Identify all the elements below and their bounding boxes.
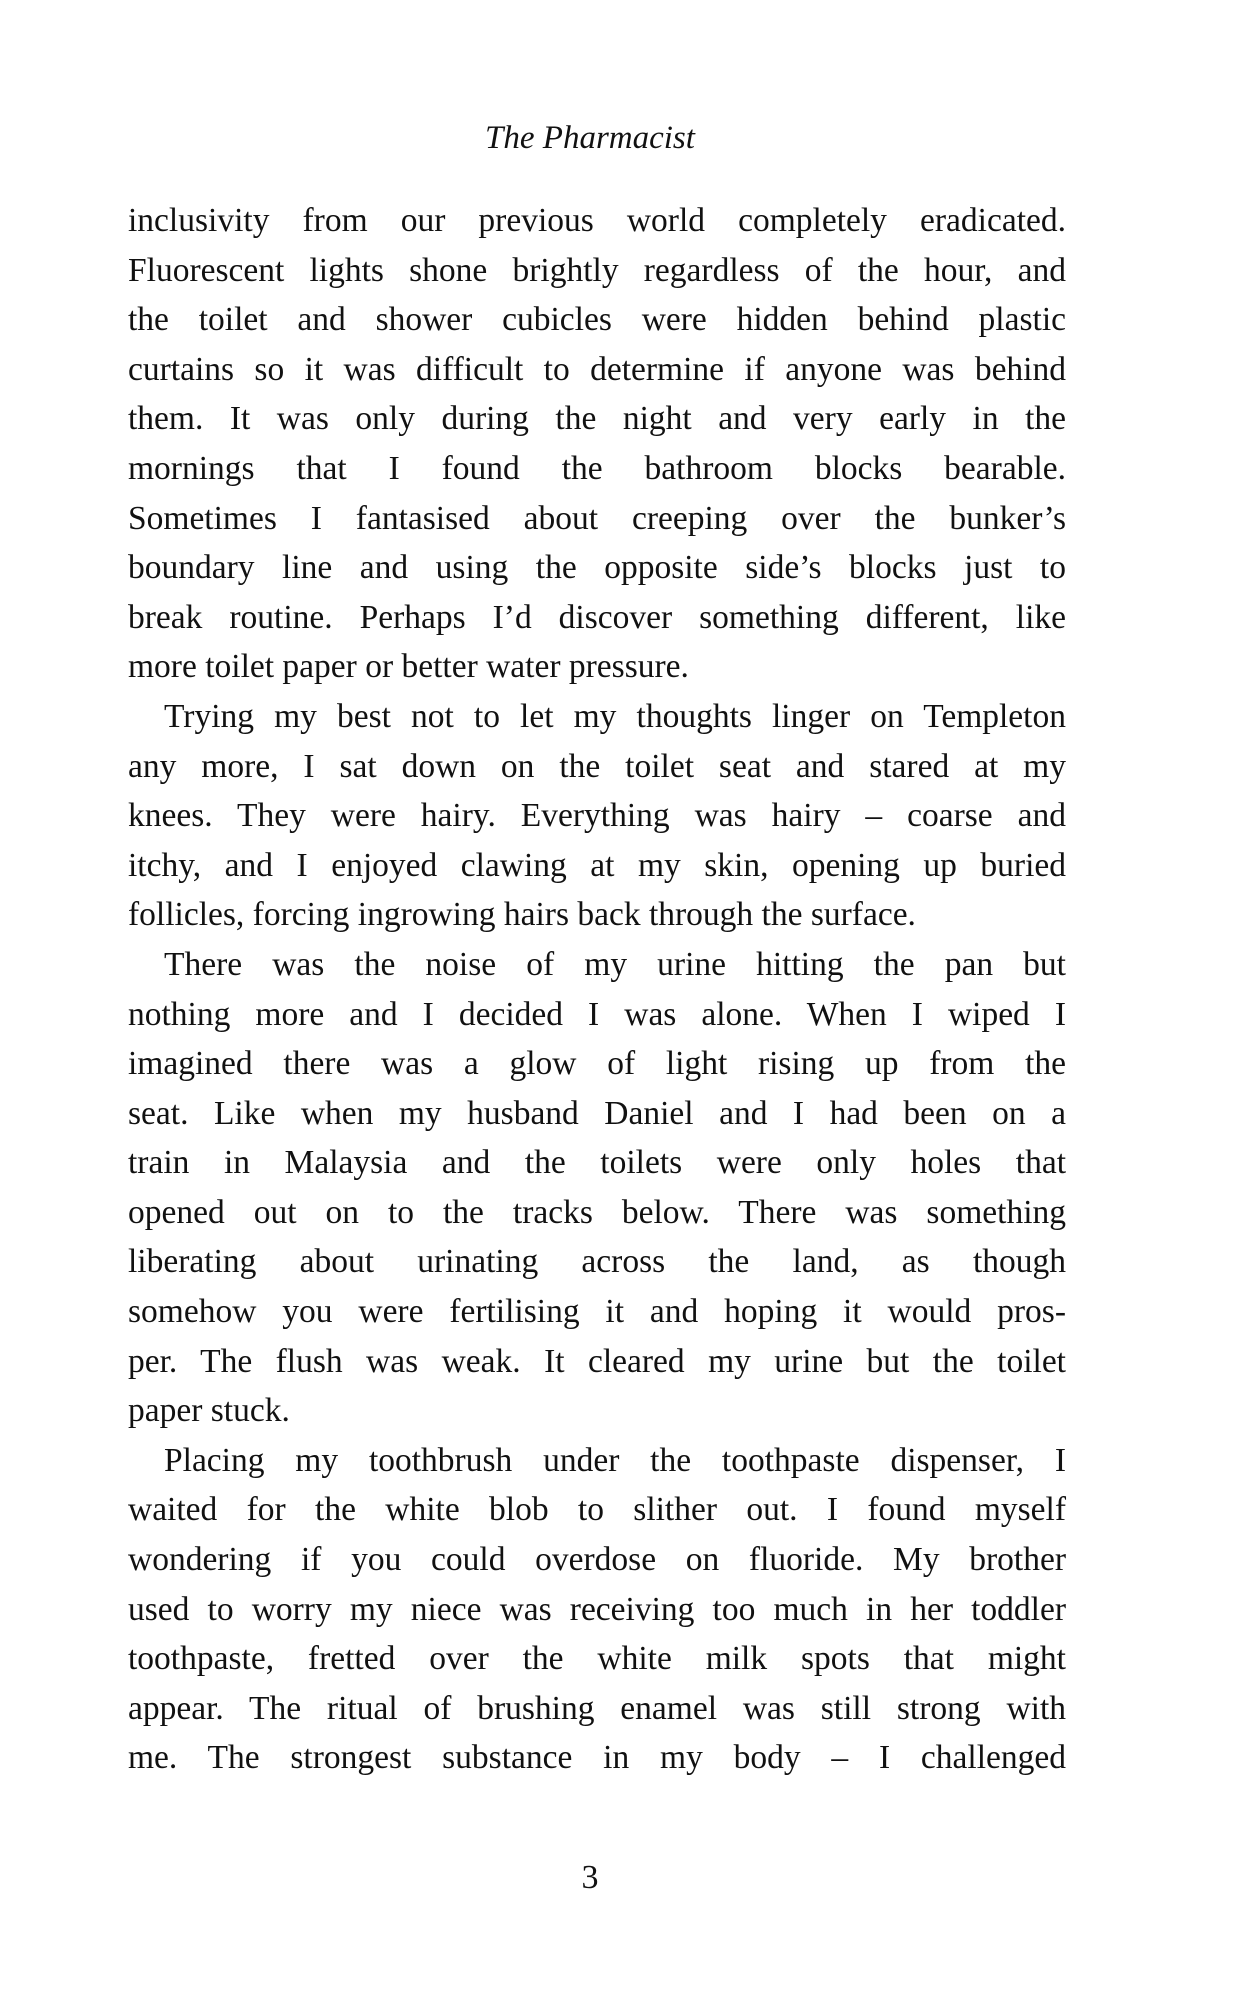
text-line: imagined there was a glow of light rising up from the [128, 1045, 1066, 1083]
body-text [128, 196, 1066, 1783]
text-line: liberating about urinating across the land, as though [128, 1243, 1066, 1281]
text-line: toothpaste, fretted over the white milk spots that might [128, 1640, 1066, 1678]
text-line: per. The flush was weak. It cleared my urine but the toilet [128, 1342, 1066, 1380]
text-line: boundary line and using the opposite side’s blocks just to [128, 549, 1066, 587]
text-line: Fluorescent lights shone brightly regardless of the hour, and [128, 251, 1066, 289]
running-head-title: The Pharmacist [485, 120, 695, 156]
text-line: waited for the white blob to slither out. I found myself [128, 1491, 1066, 1529]
paragraph-1 [128, 196, 1066, 692]
text-line: opened out on to the tracks below. There was something [128, 1193, 1066, 1231]
text-line: the toilet and shower cubicles were hidden behind plastic [128, 301, 1066, 339]
text-line: me. The strongest substance in my body – I challenged [128, 1739, 1066, 1777]
text-line: any more, I sat down on the toilet seat and stared at my [128, 747, 1066, 785]
text-line: used to worry my niece was receiving too much in her toddler [128, 1590, 1066, 1628]
text-line: mornings that I found the bathroom blocks bearable. [128, 449, 1066, 487]
text-line: There was the noise of my urine hitting the pan but [164, 945, 1066, 983]
text-line: wondering if you could overdose on fluoride. My brother [128, 1541, 1066, 1579]
text-line: somehow you were fertilising it and hoping it would pros- [128, 1293, 1066, 1331]
paragraph-2 [128, 692, 1066, 940]
text-line: more toilet paper or better water pressure. [128, 648, 689, 686]
text-line: seat. Like when my husband Daniel and I had been on a [128, 1094, 1066, 1132]
text-line: curtains so it was difficult to determine if anyone was behind [128, 350, 1066, 388]
text-line: break routine. Perhaps I’d discover something different, like [128, 598, 1066, 636]
text-line: paper stuck. [128, 1392, 290, 1430]
text-line: inclusivity from our previous world completely eradicated. [128, 202, 1066, 239]
paragraph-3 [128, 940, 1066, 1436]
text-line: Sometimes I fantasised about creeping over the bunker’s [128, 499, 1066, 537]
text-line: itchy, and I enjoyed clawing at my skin, opening up buried [128, 846, 1066, 884]
text-line: them. It was only during the night and very early in the [128, 400, 1066, 438]
page-number: 3 [581, 1859, 599, 1896]
text-line: nothing more and I decided I was alone. When I wiped I [128, 995, 1066, 1033]
text-line: Placing my toothbrush under the toothpaste dispenser, I [164, 1441, 1066, 1479]
text-line: follicles, forcing ingrowing hairs back through the surface. [128, 896, 916, 934]
text-line: appear. The ritual of brushing enamel was still strong with [128, 1689, 1066, 1727]
paragraph-4 [128, 1436, 1066, 1783]
text-line: knees. They were hairy. Everything was hairy – coarse and [128, 797, 1066, 835]
text-line: train in Malaysia and the toilets were only holes that [128, 1144, 1066, 1182]
text-line: Trying my best not to let my thoughts linger on Templeton [164, 697, 1066, 735]
